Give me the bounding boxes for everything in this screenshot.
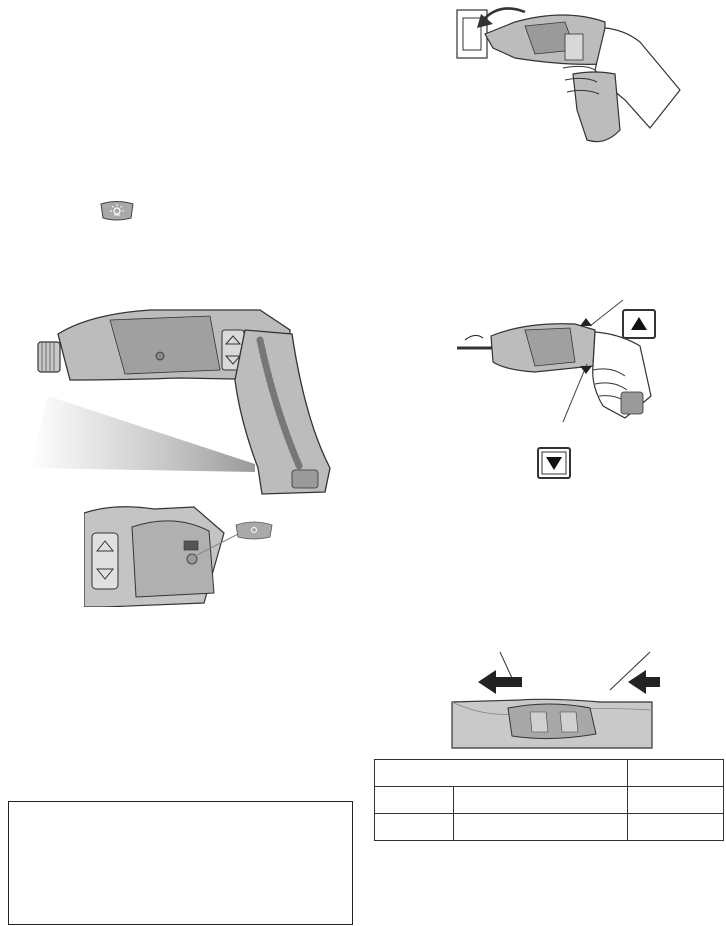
- table-cell: [628, 814, 724, 841]
- table-row: [375, 760, 724, 787]
- fig-light-icon: [99, 200, 135, 222]
- table-cell: [454, 814, 628, 841]
- fig-screwing: [455, 0, 685, 150]
- table-cell: [628, 760, 724, 787]
- notice-box: [8, 801, 353, 925]
- table-cell: [375, 760, 628, 787]
- table-cell: [375, 787, 454, 814]
- up-arrow-button-icon: [622, 309, 656, 339]
- light-button-icon: [99, 200, 135, 222]
- down-arrow-button-icon: [537, 447, 571, 479]
- table-row: [375, 814, 724, 841]
- table-cell: [454, 787, 628, 814]
- table-row: [375, 787, 724, 814]
- table-cell: [375, 814, 454, 841]
- fig-button-closeup: [84, 503, 284, 607]
- fig-lock-slider: [450, 650, 660, 750]
- spec-table: [374, 759, 724, 841]
- fig-drill-light: [30, 300, 340, 500]
- table-cell: [628, 787, 724, 814]
